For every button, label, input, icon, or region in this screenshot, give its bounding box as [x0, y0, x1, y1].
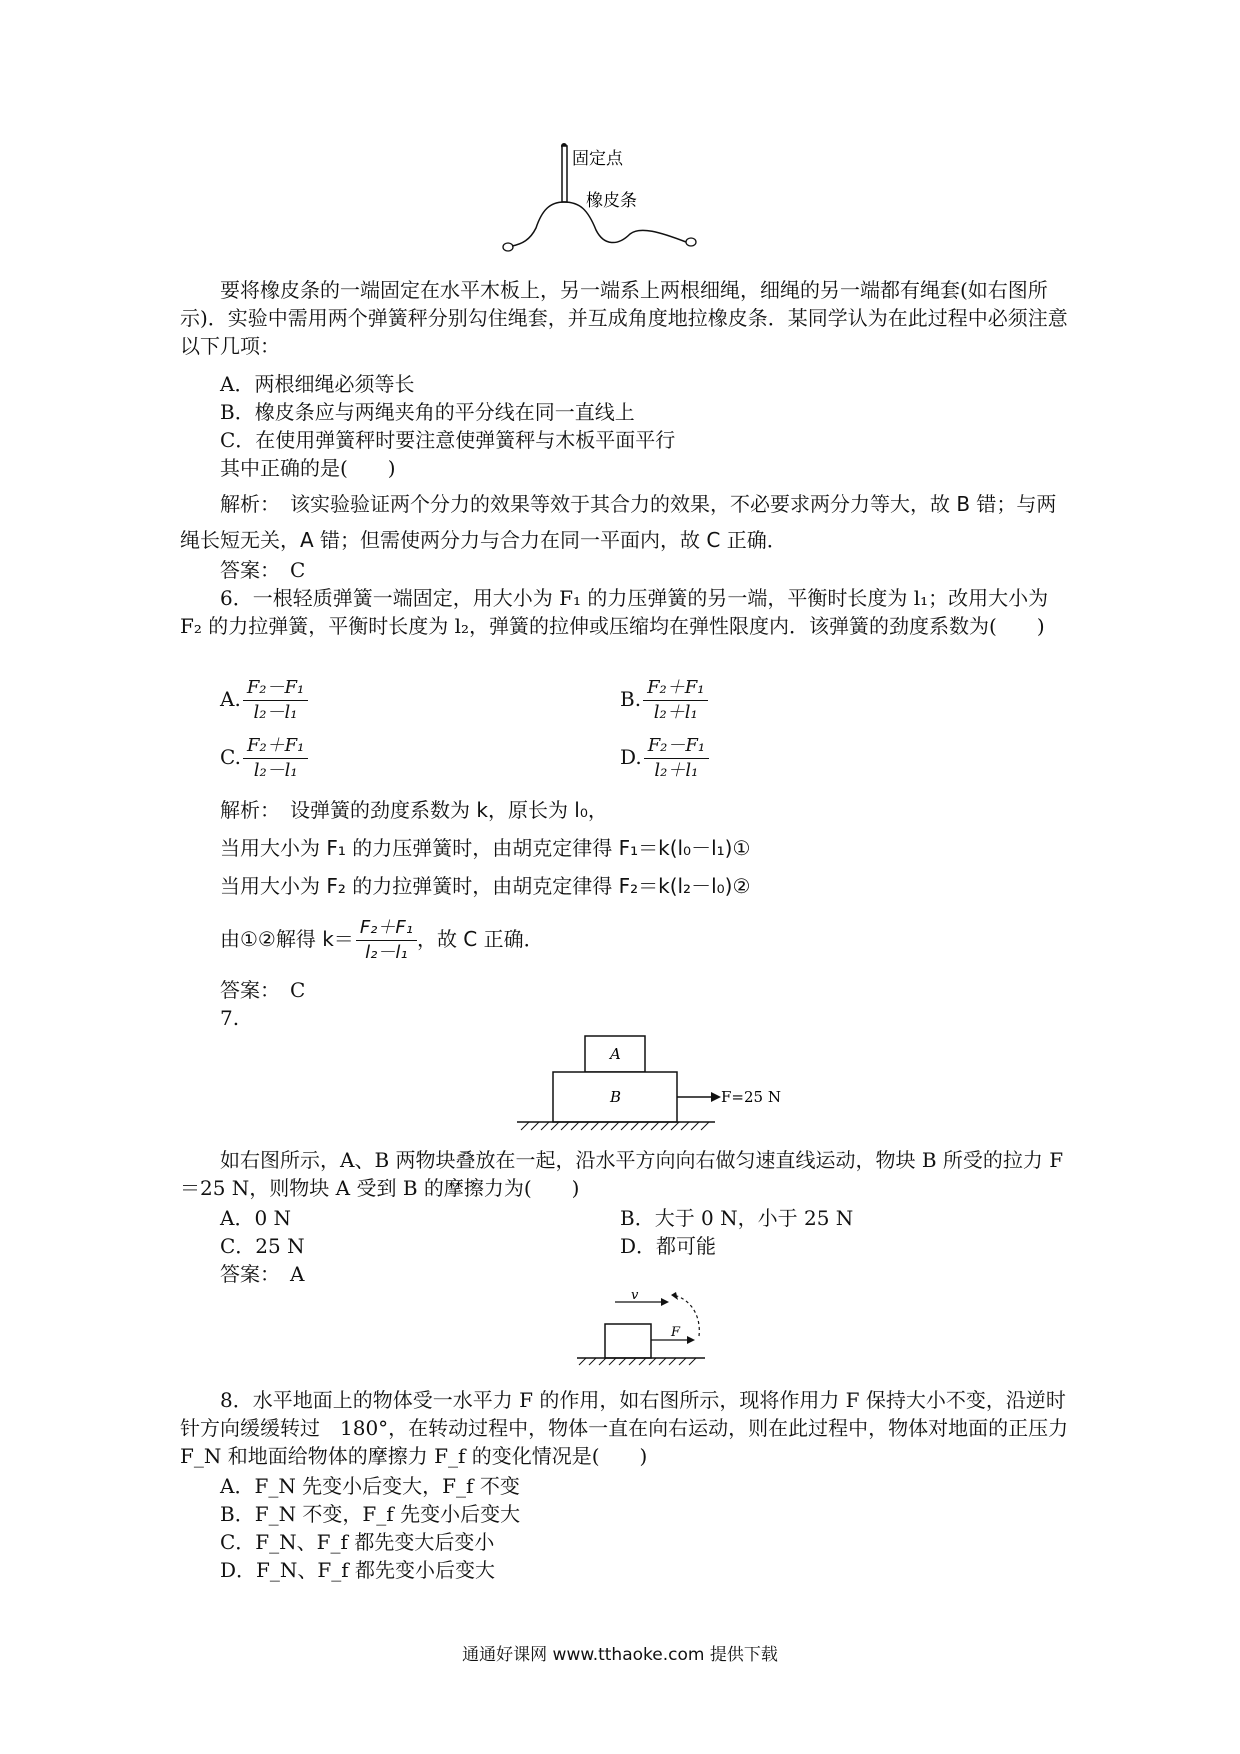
q6-option-c-label: C.	[220, 745, 241, 769]
velocity-arrowhead	[661, 1298, 669, 1306]
q6-analysis-line1: 解析： 设弹簧的劲度系数为 k，原长为 l₀，	[220, 798, 608, 822]
ground-hatch	[579, 1358, 696, 1365]
force-arrowhead	[711, 1092, 721, 1102]
q5-answer: 答案： C	[220, 558, 306, 582]
q6-option-c-fraction	[243, 734, 308, 783]
q5-analysis: 解析： 该实验验证两个分力的效果等效于其合力的效果，不必要求两分力等大，故 B 错；与两绳长短无关，A 错；但需使两分力与合力在同一平面内，故 C 正确．	[180, 492, 1057, 552]
q6-option-a-numerator: F₂－F₁	[243, 676, 308, 701]
ground-hatch	[521, 1122, 709, 1130]
q6-answer: 答案： C	[220, 978, 306, 1002]
q6-option-a-fraction	[243, 676, 308, 725]
q6-option-b-denominator: l₂＋l₁	[653, 702, 698, 723]
q8-option-c: C．F_N、F_f 都先变大后变小	[220, 1530, 495, 1554]
q6-option-d-fraction	[644, 734, 709, 783]
q6-option-b-label: B.	[620, 687, 642, 711]
q5-option-b: B．橡皮条应与两绳夹角的平分线在同一直线上	[220, 400, 635, 424]
q6-analysis-numerator: F₂＋F₁	[356, 916, 417, 941]
q7-number: 7.	[220, 1006, 240, 1030]
rubber-band-figure	[500, 140, 740, 260]
rotation-path	[677, 1296, 699, 1336]
fig-q8-v-label: v	[631, 1292, 639, 1303]
fig1-label-fixed: 固定点	[572, 149, 623, 169]
q6-analysis-4-pre: 由①②解得 k＝	[220, 927, 354, 951]
q6-option-b	[620, 676, 708, 725]
q6-option-c-denominator: l₂－l₁	[253, 760, 298, 781]
cord-left	[512, 202, 564, 246]
q7-option-c: C．25 N	[220, 1234, 305, 1258]
fig-q7-label-b: B	[610, 1088, 622, 1106]
q6-stem: 6．一根轻质弹簧一端固定，用大小为 F₁ 的力压弹簧的另一端，平衡时长度为 l₁；改用大小为 F₂ 的力拉弹簧，平衡时长度为 l₂，弹簧的拉伸或压缩均在弹性限度内．该弹簧的劲度系数为( )	[180, 586, 1049, 638]
q6-option-d-label: D.	[620, 745, 642, 769]
q8-option-a: A．F_N 先变小后变大，F_f 不变	[220, 1474, 520, 1498]
q5-option-a: A．两根细绳必须等长	[220, 372, 415, 396]
block	[605, 1324, 651, 1358]
q6-analysis-line2: 当用大小为 F₁ 的力压弹簧时，由胡克定律得 F₁＝k(l₀－l₁)①	[220, 836, 751, 860]
q7-option-d: D．都可能	[620, 1234, 717, 1258]
q8-stem: 8．水平地面上的物体受一水平力 F 的作用，如右图所示，现将作用力 F 保持大小不变，沿逆时针方向缓缓转过 180°，在转动过程中，物体一直在向右运动，则在此过程中，物体对地面的正压力 F_N 和地面给物体的摩擦力 F_f 的变化情况是( )	[180, 1388, 1069, 1468]
q5-option-c: C．在使用弹簧秤时要注意使弹簧秤与木板平面平行	[220, 428, 676, 452]
q7-answer: 答案： A	[220, 1262, 305, 1286]
q7-stem: 如右图所示，A、B 两物块叠放在一起，沿水平方向向右做匀速直线运动，物块 B 所受的拉力 F＝25 N，则物块 A 受到 B 的摩擦力为( )	[180, 1148, 1064, 1200]
q6-analysis-denominator: l₂－l₁	[365, 942, 408, 963]
q5-ask: 其中正确的是( )	[220, 456, 396, 480]
fig1-label-band: 橡皮条	[586, 191, 637, 211]
fig-q8-f-label: F	[671, 1325, 681, 1340]
stacked-blocks-figure	[515, 1032, 785, 1142]
q6-option-c	[220, 734, 308, 783]
rotating-force-figure	[575, 1292, 725, 1372]
q7-option-b: B．大于 0 N，小于 25 N	[620, 1206, 854, 1230]
q8-option-b: B．F_N 不变，F_f 先变小后变大	[220, 1502, 521, 1526]
fig-q7-force-label: F=25 N	[721, 1088, 781, 1106]
loop-left	[503, 243, 513, 251]
q5-stem: 要将橡皮条的一端固定在水平木板上，另一端系上两根细绳，细绳的另一端都有绳套(如右图所示)．实验中需用两个弹簧秤分别勾住绳套，并互成角度地拉橡皮条．某同学认为在此过程中必须注意以下几项：	[180, 278, 1068, 358]
q6-option-a	[220, 676, 308, 725]
force-arrowhead	[687, 1336, 695, 1344]
q6-analysis-fraction	[356, 916, 417, 965]
q6-option-a-label: A.	[220, 687, 241, 711]
rubber-band	[562, 146, 567, 202]
q6-option-c-numerator: F₂＋F₁	[243, 734, 308, 759]
rotation-arrowhead	[671, 1292, 678, 1300]
q6-analysis-line3: 当用大小为 F₂ 的力拉弹簧时，由胡克定律得 F₂＝k(l₂－l₀)②	[220, 874, 751, 898]
fig-q7-label-a: A	[610, 1045, 621, 1063]
loop-right	[686, 238, 696, 246]
page-footer: 通通好课网 www.tthaoke.com 提供下载	[462, 1645, 778, 1665]
q6-option-b-fraction	[643, 676, 708, 725]
q6-option-d-denominator: l₂＋l₁	[654, 760, 699, 781]
q6-option-d-numerator: F₂－F₁	[644, 734, 709, 759]
q7-option-a: A．0 N	[220, 1206, 292, 1230]
q6-analysis-line4	[220, 916, 544, 965]
q6-option-b-numerator: F₂＋F₁	[643, 676, 708, 701]
q8-option-d: D．F_N、F_f 都先变小后变大	[220, 1558, 496, 1582]
q6-option-a-denominator: l₂－l₁	[253, 702, 298, 723]
q6-analysis-4-post: ，故 C 正确．	[416, 927, 544, 951]
q6-option-d	[620, 734, 709, 783]
